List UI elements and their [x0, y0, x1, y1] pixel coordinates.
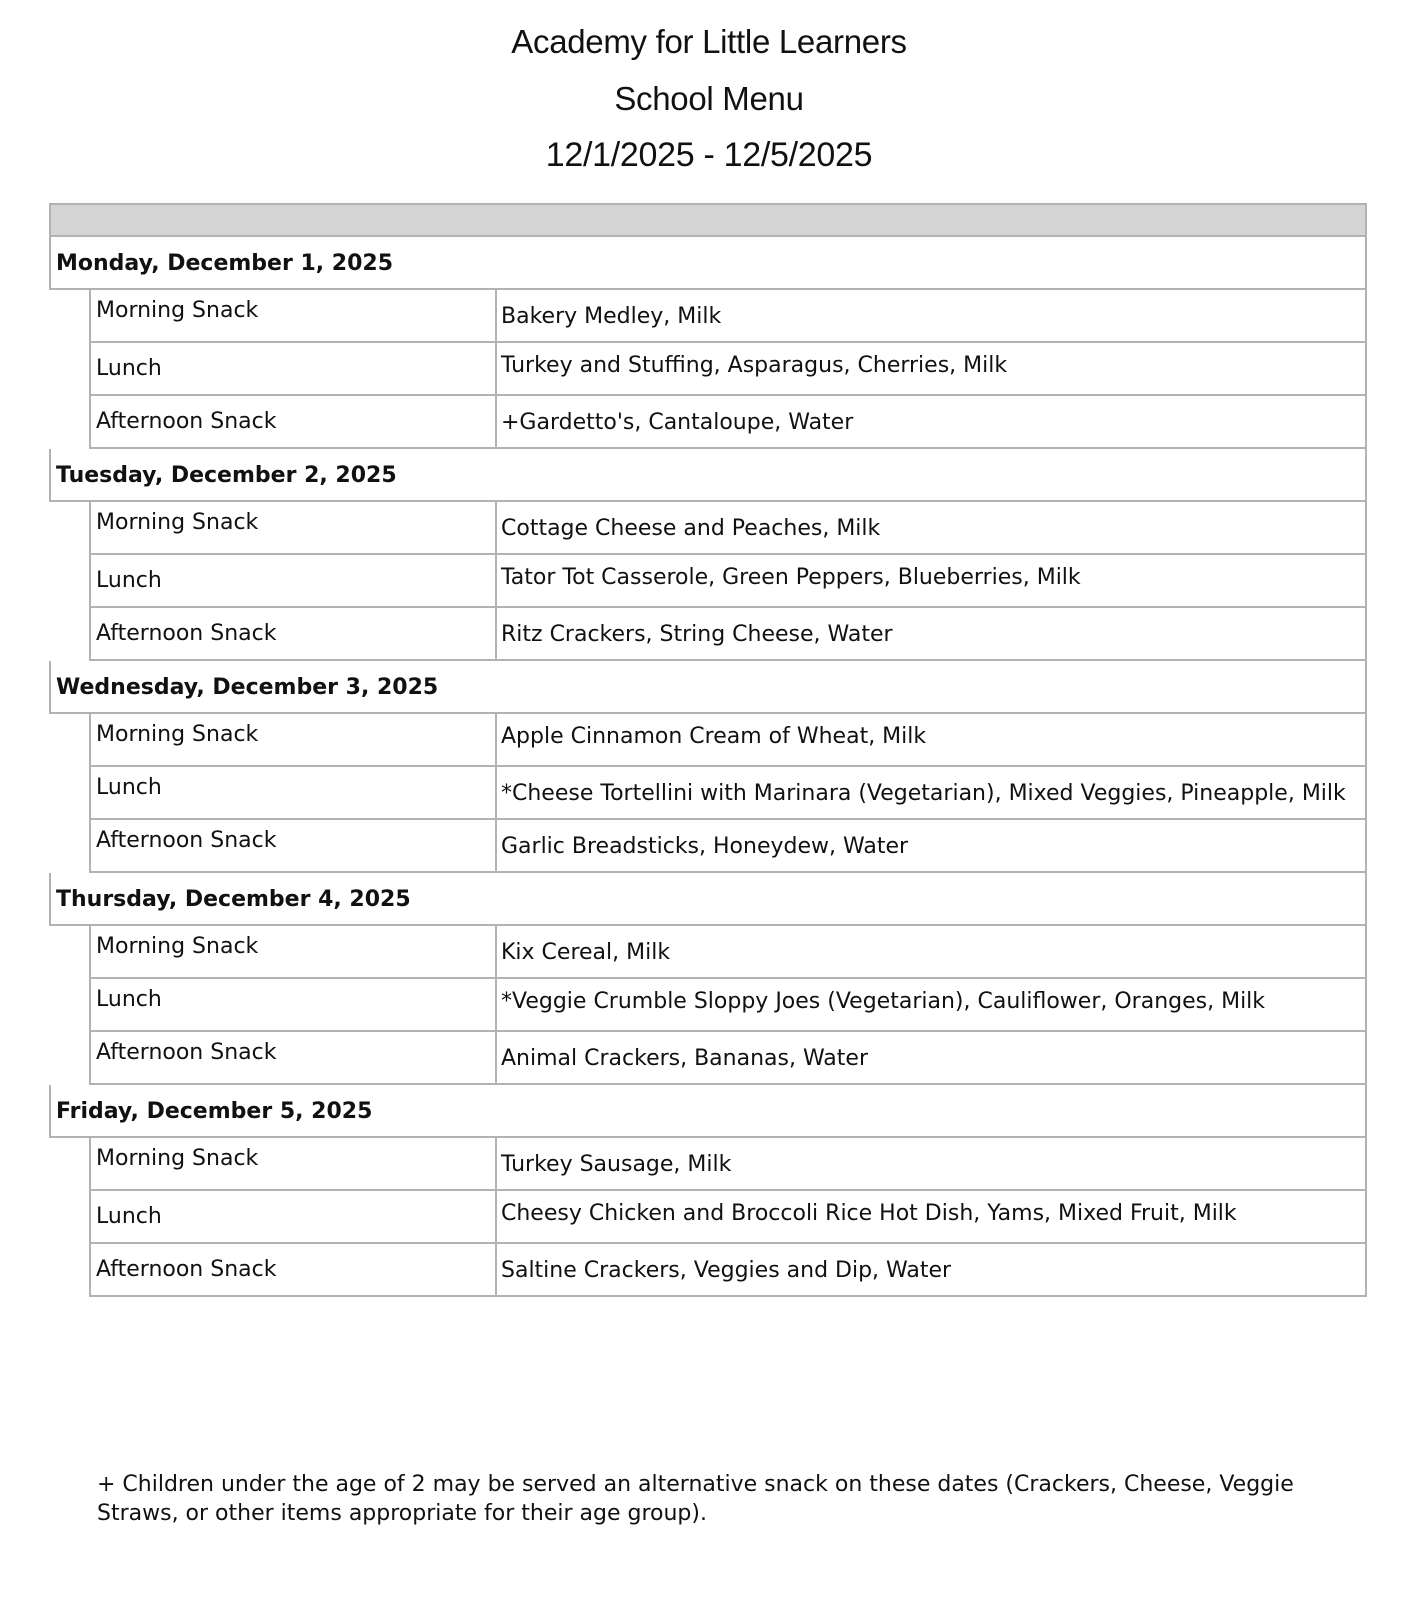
- meal-items: Ritz Crackers, String Cheese, Water: [501, 622, 893, 647]
- meal-row: [89, 820, 1367, 873]
- day-block-wednesday: [49, 661, 1367, 873]
- meal-items: Apple Cinnamon Cream of Wheat, Milk: [501, 724, 927, 749]
- meal-row: [89, 396, 1367, 449]
- meal-row: [89, 767, 1367, 820]
- school-name: Academy for Little Learners: [511, 23, 907, 60]
- meal-name: Morning Snack: [91, 502, 497, 553]
- meal-items: Saltine Crackers, Veggies and Dip, Water: [501, 1258, 952, 1283]
- meal-name: Morning Snack: [91, 1138, 497, 1189]
- day-heading: Wednesday, December 3, 2025: [49, 661, 1367, 714]
- meal-items: *Veggie Crumble Sloppy Joes (Vegetarian), Cauliflower, Oranges, Milk: [501, 989, 1266, 1014]
- meal-row: [89, 608, 1367, 661]
- meal-row: [89, 343, 1367, 396]
- meal-row: [89, 502, 1367, 555]
- day-block-monday: [49, 237, 1367, 449]
- meal-row: [89, 714, 1367, 767]
- meal-name: Afternoon Snack: [91, 396, 497, 447]
- meal-row: [89, 1032, 1367, 1085]
- meal-row: [89, 555, 1367, 608]
- meal-name: Afternoon Snack: [91, 820, 497, 871]
- meal-items: Cottage Cheese and Peaches, Milk: [501, 516, 881, 541]
- meal-name: Afternoon Snack: [91, 1244, 497, 1295]
- footnote: + Children under the age of 2 may be served an alternative snack on these dates (Crackers, Cheese, Veggie Straws, or other items appropriate for their age group).: [97, 1472, 1294, 1526]
- meal-items: Tator Tot Casserole, Green Peppers, Blueberries, Milk: [501, 565, 1081, 590]
- meal-name: Lunch: [91, 1191, 497, 1242]
- meal-items: Garlic Breadsticks, Honeydew, Water: [501, 834, 909, 859]
- meal-items: Bakery Medley, Milk: [501, 304, 722, 329]
- meal-name: Afternoon Snack: [91, 608, 497, 659]
- meal-items: Animal Crackers, Bananas, Water: [501, 1046, 868, 1071]
- table-header-bar: [49, 203, 1367, 237]
- meal-items: Turkey Sausage, Milk: [501, 1152, 732, 1177]
- meal-name: Lunch: [91, 555, 497, 606]
- meal-name: Afternoon Snack: [91, 1032, 497, 1083]
- meal-row: [89, 1138, 1367, 1191]
- meal-name: Morning Snack: [91, 714, 497, 765]
- meal-name: Lunch: [91, 767, 497, 818]
- date-range: 12/1/2025 - 12/5/2025: [545, 136, 873, 174]
- meal-name: Lunch: [91, 343, 497, 394]
- meal-items: *Cheese Tortellini with Marinara (Vegetarian), Mixed Veggies, Pineapple, Milk: [501, 781, 1346, 806]
- day-heading: Thursday, December 4, 2025: [49, 873, 1367, 926]
- meal-name: Morning Snack: [91, 290, 497, 341]
- meal-items: Kix Cereal, Milk: [501, 940, 671, 965]
- page-title: School Menu: [614, 80, 804, 117]
- day-block-friday: [49, 1085, 1367, 1297]
- day-heading: Monday, December 1, 2025: [49, 237, 1367, 290]
- meal-items: +Gardetto's, Cantaloupe, Water: [501, 410, 854, 435]
- meal-name: Morning Snack: [91, 926, 497, 977]
- day-heading: Tuesday, December 2, 2025: [49, 449, 1367, 502]
- day-heading: Friday, December 5, 2025: [49, 1085, 1367, 1138]
- menu-table: [49, 203, 1367, 1297]
- meal-row: [89, 979, 1367, 1032]
- meal-row: [89, 926, 1367, 979]
- day-block-thursday: [49, 873, 1367, 1085]
- meal-row: [89, 290, 1367, 343]
- meal-items: Turkey and Stuffing, Asparagus, Cherries, Milk: [501, 353, 1008, 378]
- meal-name: Lunch: [91, 979, 497, 1030]
- meal-row: [89, 1244, 1367, 1297]
- day-block-tuesday: [49, 449, 1367, 661]
- meal-items: Cheesy Chicken and Broccoli Rice Hot Dish, Yams, Mixed Fruit, Milk: [501, 1201, 1237, 1226]
- meal-row: [89, 1191, 1367, 1244]
